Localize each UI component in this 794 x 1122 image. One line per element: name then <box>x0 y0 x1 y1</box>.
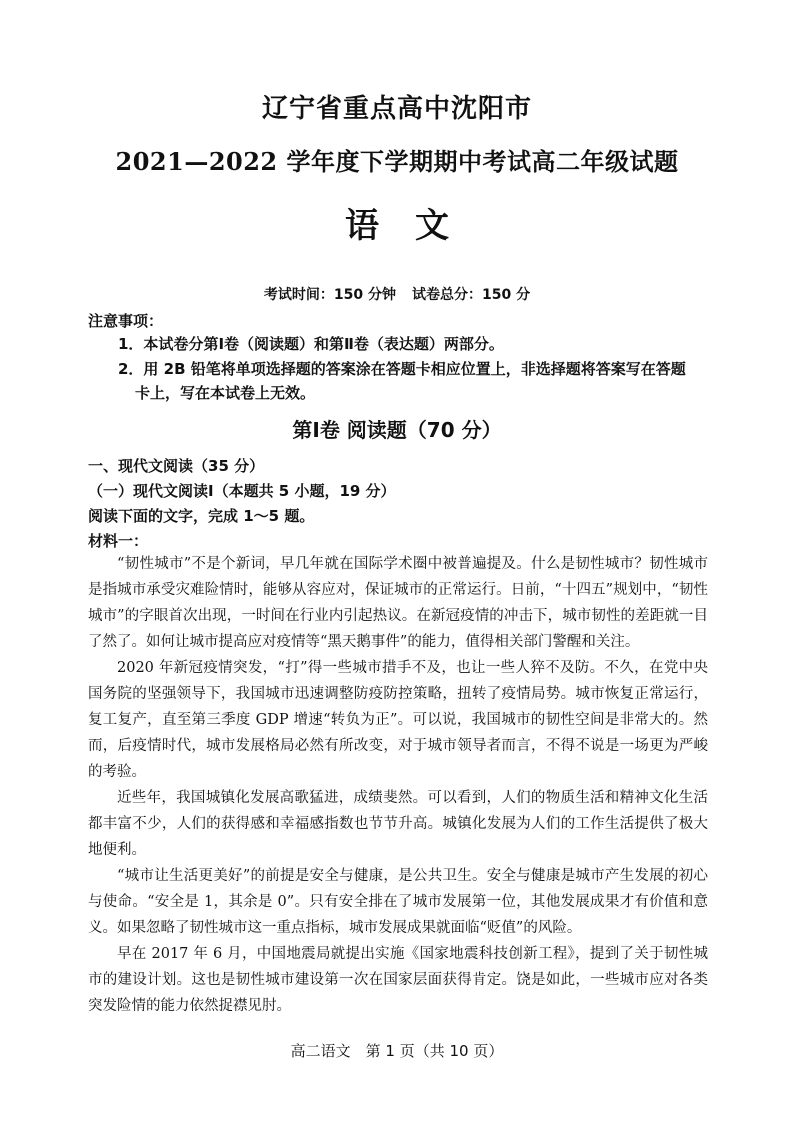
exam-region-title: 辽宁省重点高中沈阳市 <box>261 94 532 124</box>
exam-title: 2021—2022 学年度下学期期中考试高二年级试题 <box>115 147 679 176</box>
section-title: 第Ⅰ卷 阅读题（70 分） <box>292 418 502 442</box>
paragraph: “城市让生活更美好”的前提是安全与健康，是公共卫生。安全与健康是城市产生发展的初心与使命。“安全是 1，其余是 0”。只有安全排在了城市发展第一位，其他发展成果才有价值和意义。如果忽略了韧性城市这一重点指标，城市发展成果就面临“贬值”的风险。 <box>88 868 708 936</box>
part-heading: 一、现代文阅读（35 分） <box>88 457 265 475</box>
subpart-heading: （一）现代文阅读Ⅰ（本题共 5 小题，19 分） <box>88 482 396 500</box>
notice-item-2-continued: 卡上，写在本试卷上无效。 <box>135 384 316 402</box>
total-score: 试卷总分：150 分 <box>412 287 531 303</box>
notice-item-2: 2．用 2B 铅笔将单项选择题的答案涂在答题卡相应位置上，非选择题将答案写在答题 <box>118 360 686 378</box>
subject-title: 语文 <box>345 206 485 246</box>
paragraph: 早在 2017 年 6 月，中国地震局就提出实施《国家地震科技创新工程》，提到了关于韧性城市的建设计划。这也是韧性城市建设第一次在国家层面获得肯定。饶是如此，一些城市应对各类突发险情的能力依然捉襟见肘。 <box>88 946 708 1014</box>
exam-time: 考试时间：150 分钟 <box>263 287 396 303</box>
notice-item-1: 1．本试卷分第Ⅰ卷（阅读题）和第Ⅱ卷（表达题）两部分。 <box>118 335 504 353</box>
paragraph: “韧性城市”不是个新词，早几年就在国际学术圈中被普遍提及。什么是韧性城市？韧性城市是指城市承受灾难险情时，能够从容应对，保证城市的正常运行。日前，“十四五”规划中，“韧性城市”的字眼首次出现，一时间在行业内引起热议。在新冠疫情的冲击下，城市韧性的差距就一目了然了。如何让城市提高应对疫情等“黑天鹅事件”的能力，值得相关部门警醒和关注。 <box>88 556 708 650</box>
paragraph: 2020 年新冠疫情突发，“打”得一些城市措手不及，也让一些人猝不及防。不久，在党中央国务院的坚强领导下，我国城市迅速调整防疫防控策略，扭转了疫情局势。城市恢复正常运行，复工复产，直至第三季度 GDP 增速“转负为正”。可以说，我国城市的韧性空间是非常大的。然而，后疫情时代，城市发展格局必然有所改变，对于城市领导者而言，不得不说是一场更为严峻的考验。 <box>88 660 708 780</box>
instruction: 阅读下面的文字，完成 1～5 题。 <box>88 507 315 525</box>
notice-title: 注意事项： <box>88 312 164 330</box>
exam-meta <box>0 284 794 304</box>
paragraph: 近些年，我国城镇化发展高歌猛进，成绩斐然。可以看到，人们的物质生活和精神文化生活都丰富不少，人们的获得感和幸福感指数也节节升高。城镇化发展为人们的工作生活提供了极大地便利。 <box>88 790 708 858</box>
material-text <box>88 551 708 1019</box>
page-footer: 高二语文 第 1 页（共 10 页） <box>290 1042 504 1060</box>
material-label: 材料一： <box>88 532 149 550</box>
